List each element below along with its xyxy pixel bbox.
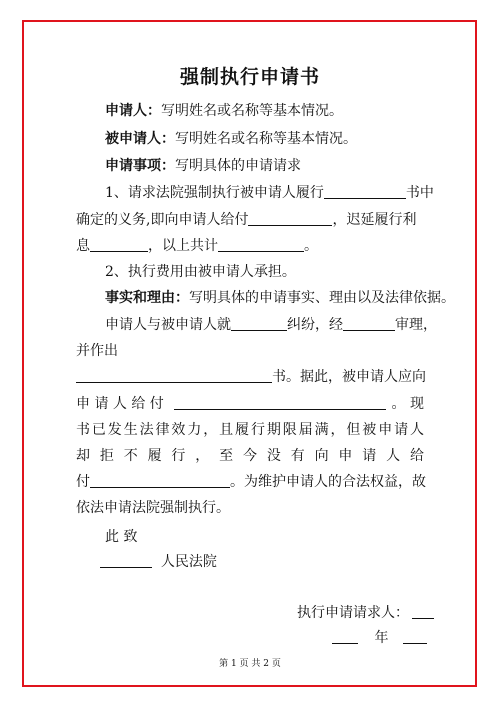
blank-payment-2 — [90, 473, 230, 488]
body-text-1b: 纠纷，经 — [287, 317, 343, 333]
body-line-3 — [76, 367, 426, 387]
blank-court — [343, 316, 395, 331]
item1-text-c: 确定的义务,即向申请人给付 — [76, 212, 249, 228]
blank-document-name — [324, 184, 406, 199]
signature-label: 执行申请请求人： — [297, 605, 409, 621]
body-text-7a: 付 — [76, 474, 90, 490]
facts-label: 事实和理由： — [105, 290, 189, 306]
blank-month — [403, 629, 427, 644]
closing-to: 此 致 — [105, 529, 138, 545]
body-line-1 — [105, 315, 437, 335]
blank-year — [332, 629, 358, 644]
body-line-2: 并作出 — [76, 343, 118, 359]
body-line-5: 书已发生法律效力，且履行期限届满，但被申请人 — [76, 422, 424, 438]
item1-text-f: ，以上共计 — [148, 238, 218, 254]
body-line-4 — [76, 394, 424, 414]
respondent-label: 被申请人： — [105, 131, 175, 147]
facts-line — [105, 288, 455, 308]
body-text-4b: 。 现 — [391, 396, 424, 412]
court-label: 人民法院 — [160, 554, 217, 570]
item1-line3 — [76, 236, 318, 256]
blank-total — [218, 237, 304, 252]
blank-court-name — [100, 553, 152, 568]
page-footer: 第 1 页 共 2 页 — [219, 659, 281, 669]
item1-text-e: 息 — [76, 238, 90, 254]
applicant-line — [105, 101, 343, 121]
item1-text-a: 1、请求法院强制执行被申请人履行 — [105, 185, 324, 201]
item1-text-b: 书中 — [405, 185, 434, 201]
matters-text: 写明具体的申请请求 — [175, 158, 301, 174]
applicant-label: 申请人： — [105, 103, 161, 119]
item1-line2 — [76, 210, 416, 230]
item1-line1 — [105, 183, 434, 203]
body-line-6: 却 拒 不 履 行 ， 至 今 没 有 向 申 请 人 给 — [76, 448, 424, 464]
respondent-text: 写明姓名或名称等基本情况。 — [175, 131, 357, 147]
blank-interest — [90, 237, 148, 252]
body-line-8: 依法申请法院强制执行。 — [76, 500, 230, 516]
blank-amount — [248, 211, 332, 226]
body-line-7 — [76, 472, 426, 492]
matters-label: 申请事项： — [105, 158, 175, 174]
document-title: 强制执行申请书 — [179, 66, 320, 88]
facts-text: 写明具体的申请事实、理由以及法律依据。 — [189, 290, 455, 306]
respondent-line — [105, 129, 357, 149]
blank-judgment — [76, 368, 272, 383]
date-line — [332, 628, 427, 648]
item1-text-g: 。 — [304, 238, 318, 254]
blank-payment — [174, 395, 386, 410]
matters-line — [105, 156, 301, 176]
blank-signature — [412, 604, 434, 619]
item2-line: 2、执行费用由被申请人承担。 — [105, 264, 296, 280]
body-text-4a: 申 请 人 给 付 — [76, 396, 164, 412]
signature-line — [297, 603, 434, 623]
year-label: 年 — [374, 630, 389, 646]
item1-text-d: ，迟延履行利 — [332, 212, 417, 228]
blank-dispute — [231, 316, 287, 331]
court-line — [100, 552, 217, 572]
body-text-1c: 审理， — [395, 317, 437, 333]
body-text-7b: 。为维护申请人的合法权益，故 — [230, 474, 426, 490]
body-text-1a: 申请人与被申请人就 — [105, 317, 231, 333]
body-text-3: 书。据此，被申请人应向 — [272, 369, 426, 385]
applicant-text: 写明姓名或名称等基本情况。 — [161, 103, 343, 119]
